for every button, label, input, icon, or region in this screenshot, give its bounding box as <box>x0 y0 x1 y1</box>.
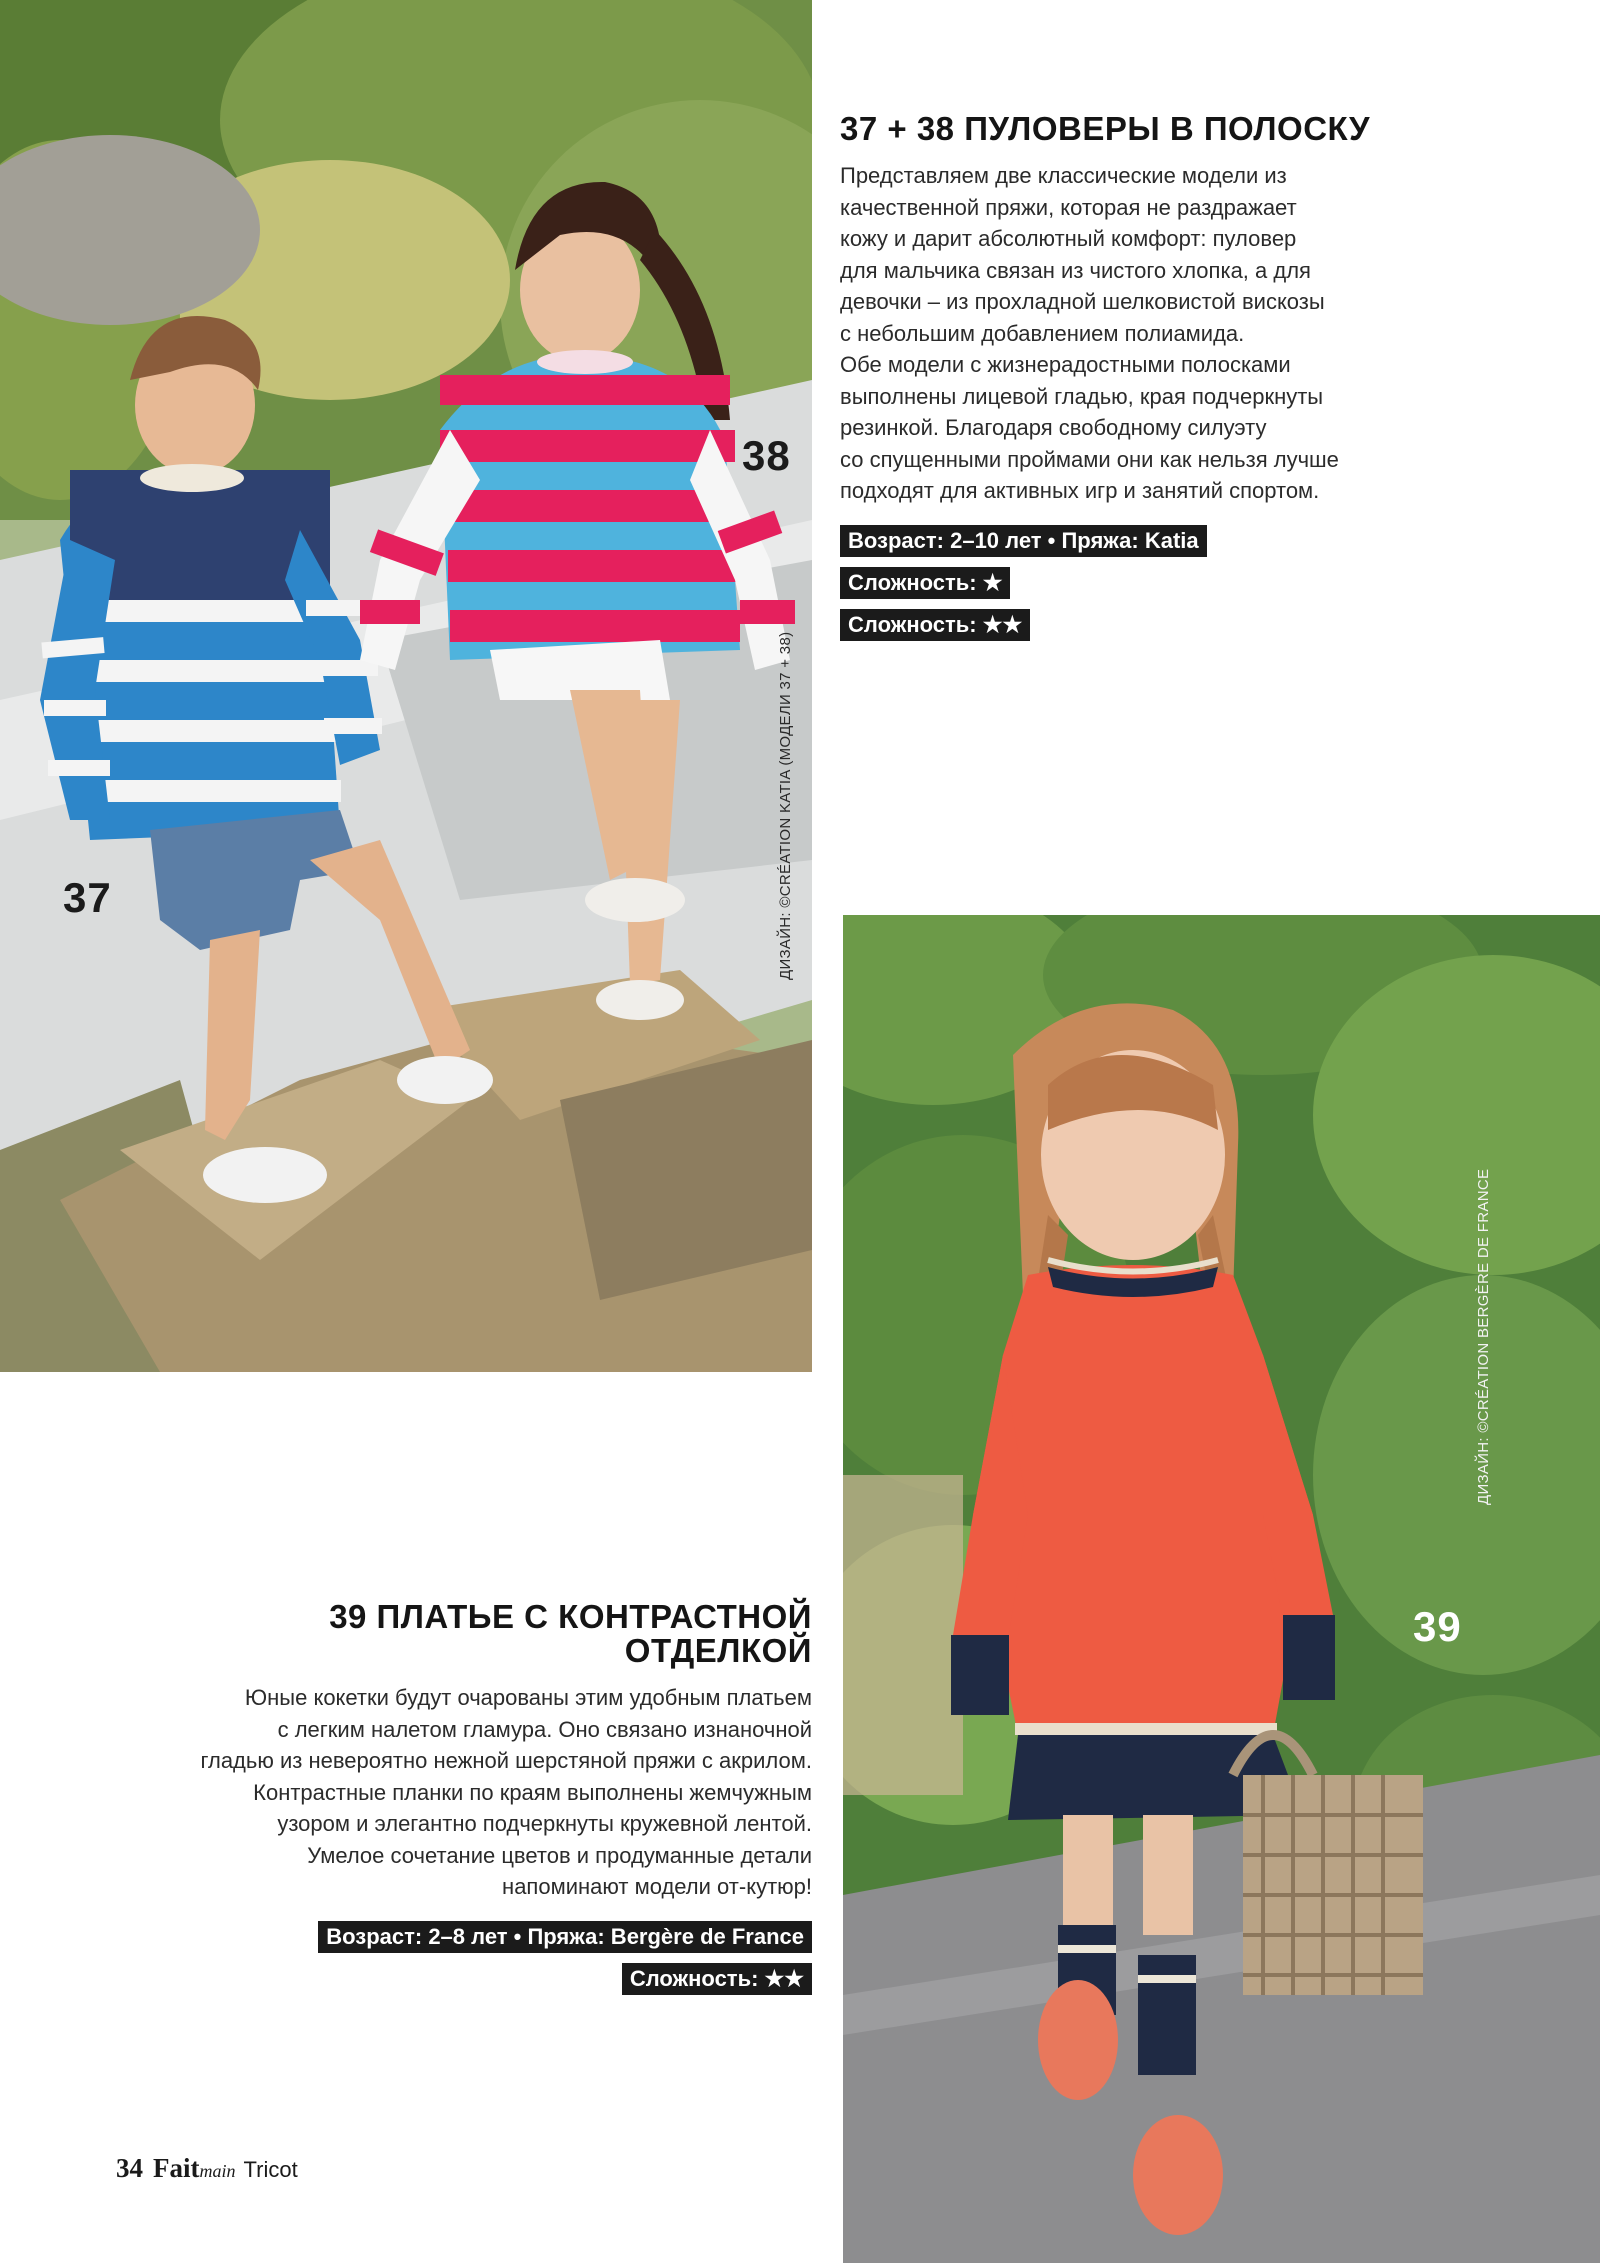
model-number-38: 38 <box>742 432 791 479</box>
body-line: Умелое сочетание цветов и продуманные детали <box>307 1842 812 1868</box>
tag-age-yarn: Возраст: 2–10 лет • Пряжа: Katia <box>840 525 1207 557</box>
body-line: с легким налетом гламура. Оно связано изнаночной <box>277 1716 812 1742</box>
photo-striped-pullovers <box>0 0 812 1372</box>
tag-age-yarn: Возраст: 2–8 лет • Пряжа: Bergère de France <box>318 1921 812 1953</box>
page-footer <box>116 2153 298 2184</box>
body-line: подходят для активных игр и занятий спортом. <box>840 478 1320 503</box>
body-line: Представляем две классические модели из <box>840 163 1287 188</box>
article-striped-pullovers <box>840 112 1480 651</box>
body-line: кожу и дарит абсолютный комфорт: пуловер <box>840 226 1297 251</box>
photo-illustration <box>0 0 812 1372</box>
info-tags <box>840 525 1480 641</box>
magazine-logo-main: main <box>199 2161 236 2181</box>
article-contrast-dress <box>80 1600 812 2005</box>
body-line: Обе модели с жизнерадостными полосками <box>840 352 1291 377</box>
body-line: Юные кокетки будут очарованы этим удобным платьем <box>244 1685 812 1710</box>
page-number: 34 <box>116 2153 143 2183</box>
body-line: Контрастные планки по краям выполнены жемчужным <box>253 1779 812 1805</box>
body-line: гладью из невероятно нежной шерстяной пряжи с акрилом. <box>200 1748 812 1773</box>
tag-difficulty-girl: Сложность: ★★ <box>840 609 1030 641</box>
body-line: напоминают модели от-кутюр! <box>502 1874 812 1899</box>
body-line: девочки – из прохладной шелковистой вискозы <box>840 289 1325 314</box>
tag-difficulty: Сложность: ★★ <box>622 1963 812 1995</box>
body-line: качественной пряжи, которая не раздражает <box>840 194 1297 220</box>
article-title <box>80 1600 812 1668</box>
title-line-1: 39 ПЛАТЬЕ С КОНТРАСТНОЙ <box>329 1598 812 1635</box>
body-line: со спущенными проймами они как нельзя лучше <box>840 446 1339 472</box>
article-title: 37 + 38 ПУЛОВЕРЫ В ПОЛОСКУ <box>840 110 1371 147</box>
article-body <box>840 160 1480 507</box>
title-line-2: ОТДЕЛКОЙ <box>624 1632 812 1669</box>
tag-difficulty-boy: Сложность: ★ <box>840 567 1010 599</box>
model-number-39: 39 <box>1413 1603 1462 1650</box>
body-line: для мальчика связан из чистого хлопка, а для <box>840 257 1311 283</box>
magazine-section-tricot: Tricot <box>243 2157 298 2182</box>
photo-credit-bergere: ДИЗАЙН: ©CRÉATION BERGÈRE DE FRANCE <box>1475 1168 1492 1505</box>
photo-credit-katia: ДИЗАЙН: ©CRÉATION KATIA (МОДЕЛИ 37 + 38) <box>777 631 794 980</box>
body-line: выполнены лицевой гладью, края подчеркнуты <box>840 383 1324 409</box>
model-number-37: 37 <box>63 874 112 921</box>
body-line: узором и элегантно подчеркнуты кружевной лентой. <box>277 1811 812 1836</box>
info-tags <box>80 1921 812 2005</box>
body-line: резинкой. Благодаря свободному силуэту <box>840 415 1267 440</box>
photo-illustration <box>843 915 1600 2263</box>
body-line: с небольшим добавлением полиамида. <box>840 320 1245 346</box>
magazine-logo-fait: Fait <box>153 2153 200 2183</box>
article-body <box>80 1682 812 1903</box>
photo-contrast-dress <box>843 915 1600 2263</box>
